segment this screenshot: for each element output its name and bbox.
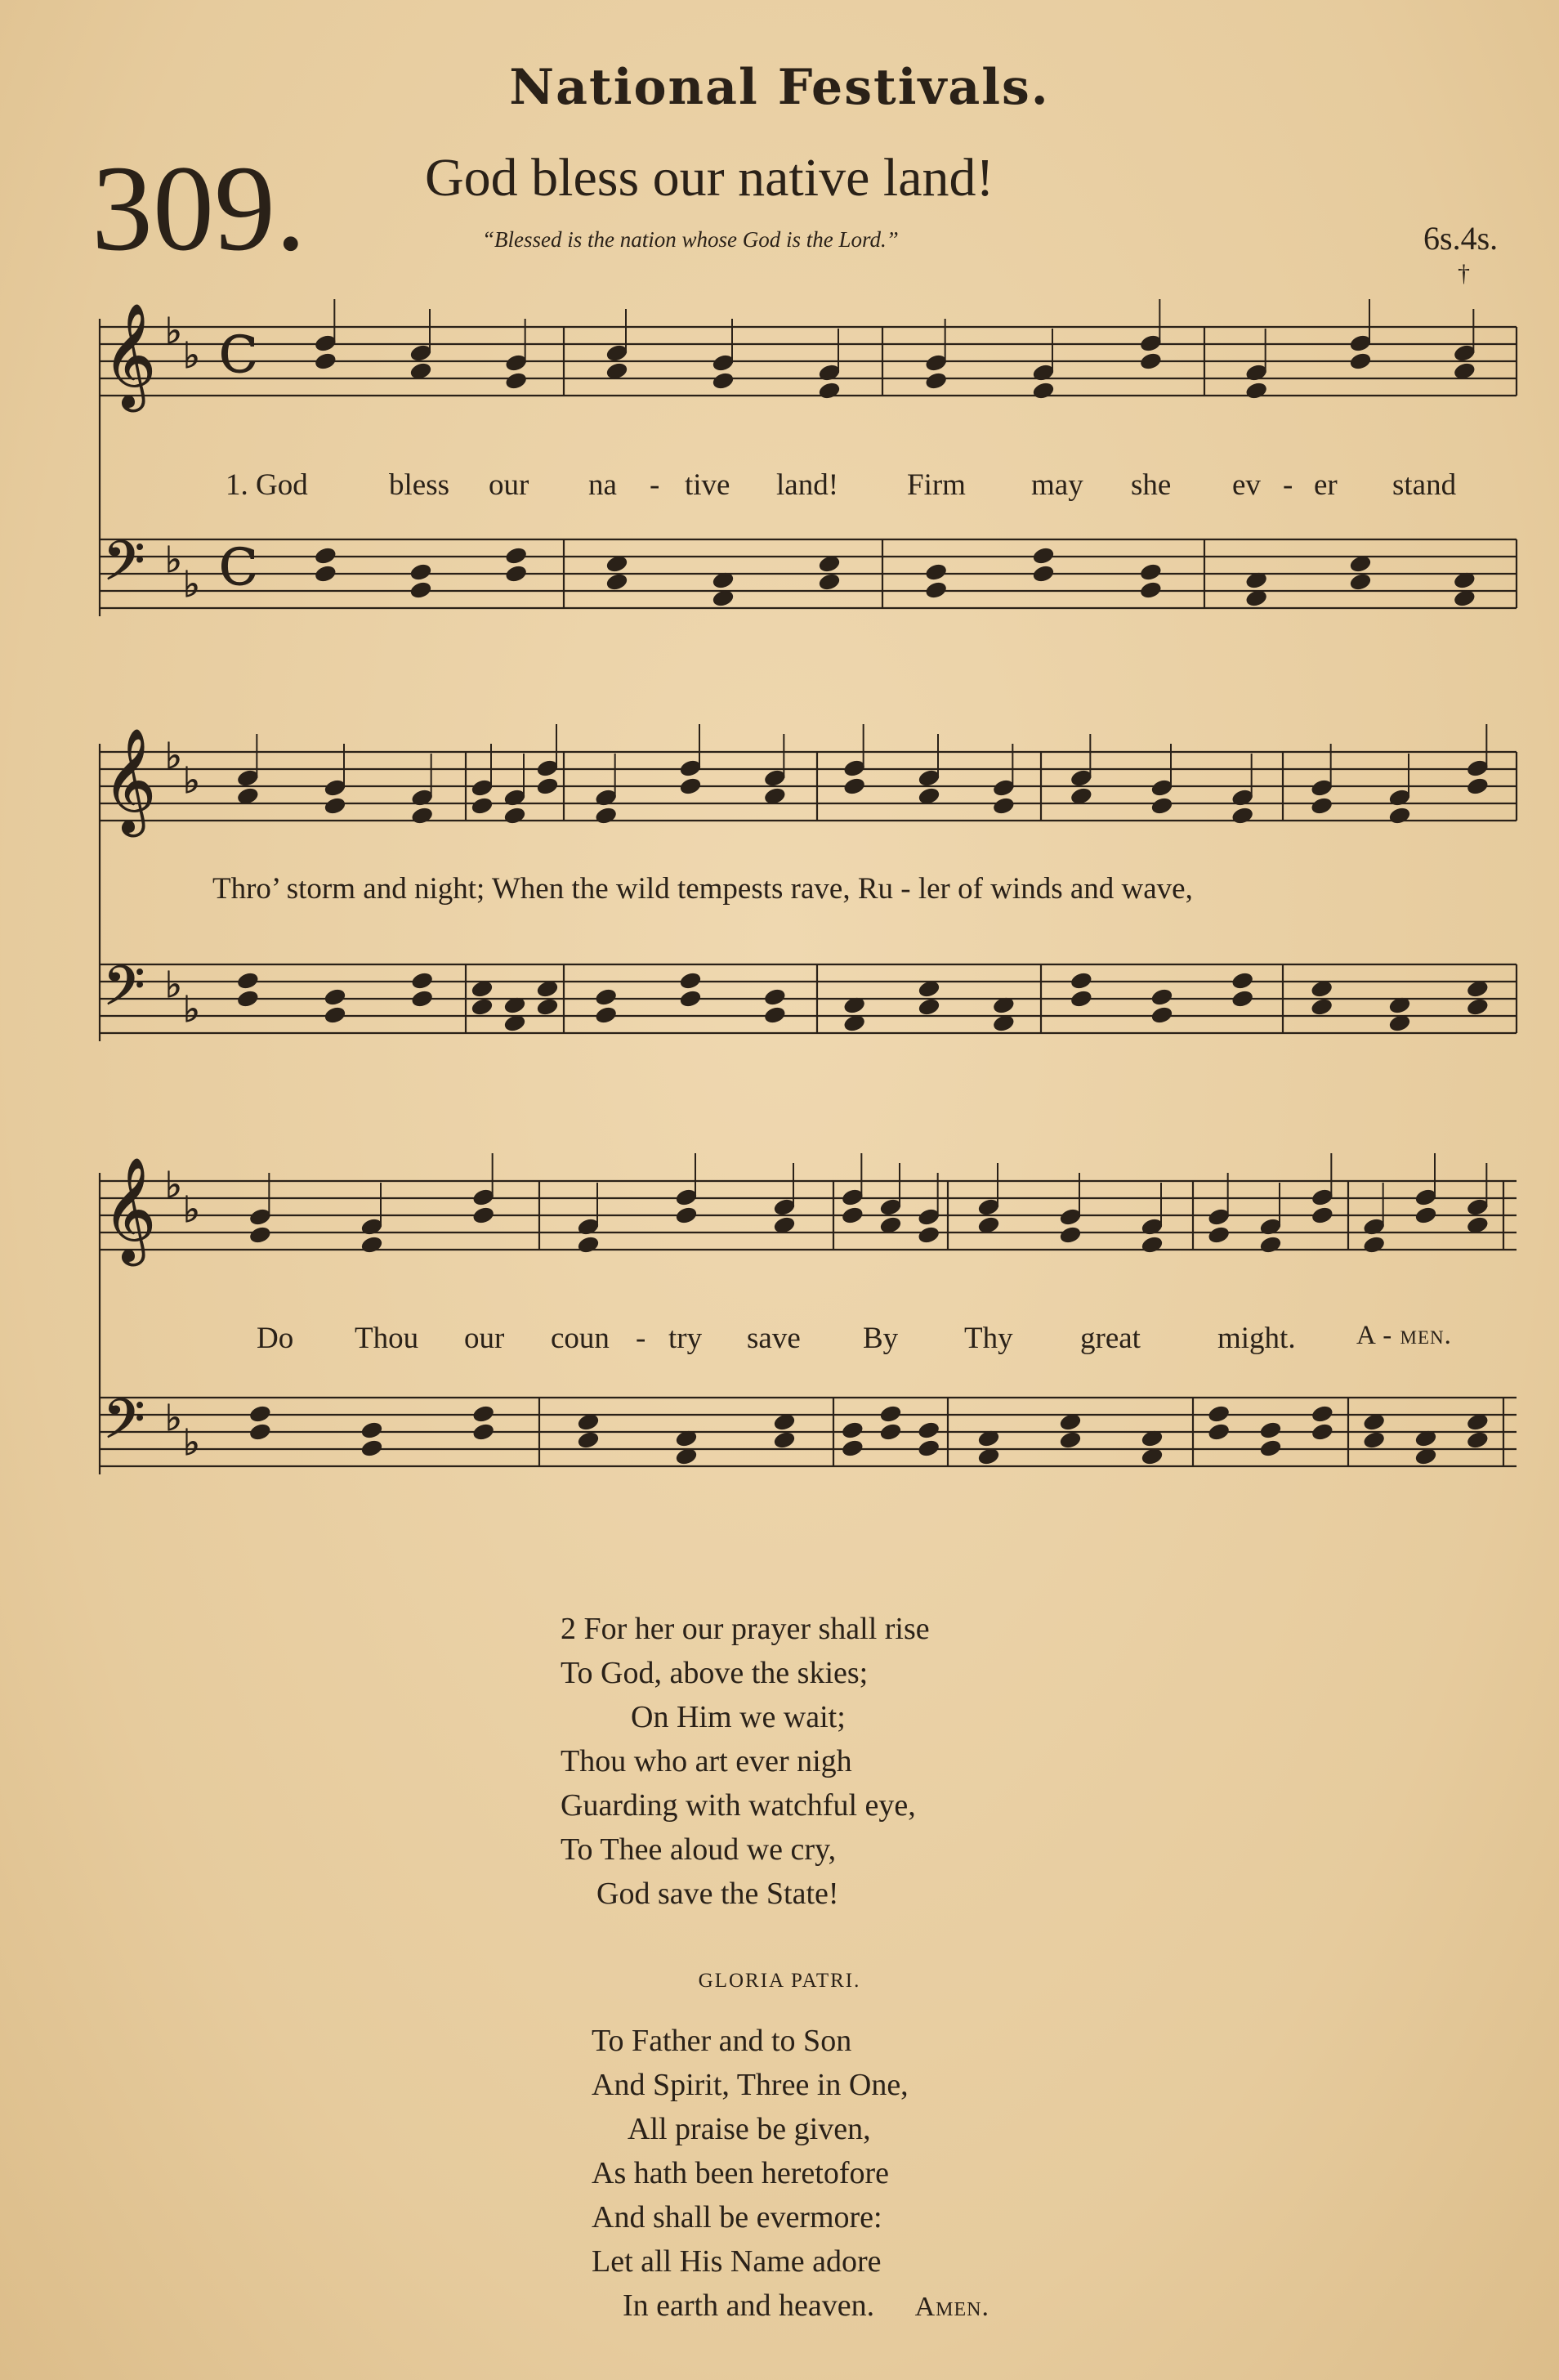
flat-icon: ♭ — [165, 1398, 182, 1439]
lyric-syllable: she — [1131, 468, 1172, 502]
note-head — [1032, 363, 1055, 382]
verse-line: To God, above the skies; — [561, 1656, 869, 1690]
verse-line: On Him we wait; — [631, 1700, 846, 1734]
note-head — [1231, 788, 1254, 807]
note-head — [595, 987, 618, 1006]
note-head — [1139, 351, 1162, 370]
note-head — [977, 1197, 1000, 1216]
note-head — [236, 768, 259, 787]
note-head — [1349, 572, 1372, 591]
gloria-line: To Father and to Son — [592, 2024, 852, 2058]
note-head — [248, 1404, 271, 1423]
note-head — [411, 989, 434, 1008]
hymn-number: 309. — [92, 141, 306, 276]
note-head — [536, 758, 559, 777]
note-head — [595, 1005, 618, 1024]
lyric-syllable: great — [1080, 1322, 1141, 1355]
flat-icon: ♭ — [183, 564, 200, 606]
note-head — [1059, 1207, 1082, 1226]
lyric-syllable: By — [863, 1322, 899, 1355]
bass-clef-icon: 𝄢 — [103, 955, 145, 1031]
flat-icon: ♭ — [183, 1189, 200, 1231]
note-head — [1311, 1422, 1333, 1441]
note-head — [409, 343, 432, 362]
bass-clef-icon: 𝄢 — [103, 530, 145, 606]
note-head — [1231, 806, 1254, 825]
flat-icon: ♭ — [183, 760, 200, 802]
note-head — [409, 562, 432, 581]
gloria-line: And Spirit, Three in One, — [592, 2068, 909, 2102]
note-head — [773, 1197, 796, 1216]
note-head — [841, 1438, 864, 1457]
note-head — [841, 1188, 864, 1206]
note-head — [1070, 971, 1092, 990]
gloria-line: As hath been heretofore — [592, 2156, 890, 2190]
lyric-syllable: Firm — [907, 468, 966, 502]
note-head — [472, 1188, 495, 1206]
note-head — [1208, 1404, 1231, 1423]
note-head — [314, 333, 337, 352]
treble-clef-icon: 𝄞 — [103, 727, 157, 832]
gloria-last-line: In earth and heaven. — [623, 2288, 875, 2323]
note-head — [472, 1404, 495, 1423]
note-head — [472, 1206, 495, 1224]
note-head — [843, 776, 866, 795]
note-head — [675, 1188, 698, 1206]
lyric-syllable: coun — [551, 1322, 610, 1355]
note-head — [577, 1217, 600, 1236]
note-head — [1208, 1207, 1231, 1226]
gloria-line: All praise be given, — [628, 2112, 871, 2146]
flat-icon: ♭ — [165, 311, 182, 352]
note-head — [1466, 776, 1489, 795]
lyric-syllable: save — [747, 1322, 801, 1355]
note-head — [1059, 1430, 1082, 1449]
note-head — [763, 1005, 786, 1024]
note-head — [1139, 333, 1162, 352]
meter-dagger: † — [1458, 260, 1470, 287]
note-head — [1259, 1438, 1282, 1457]
note-head — [360, 1217, 383, 1236]
note-head — [818, 381, 841, 400]
lyric-syllable: er — [1314, 468, 1338, 502]
note-head — [1150, 778, 1173, 797]
note-head — [248, 1225, 271, 1244]
note-head — [536, 776, 559, 795]
note-head — [841, 1206, 864, 1224]
note-head — [1363, 1217, 1386, 1236]
note-head — [314, 351, 337, 370]
flat-icon: ♭ — [183, 335, 200, 377]
note-head — [360, 1235, 383, 1254]
verse-line: Guarding with watchful eye, — [561, 1788, 916, 1823]
note-head — [818, 363, 841, 382]
note-head — [409, 580, 432, 599]
note-head — [918, 1207, 940, 1226]
hymn-title: God bless our native land! — [425, 148, 994, 208]
flat-icon: ♭ — [183, 1422, 200, 1464]
lyric-syllable: - — [650, 468, 660, 502]
note-head — [1070, 989, 1092, 1008]
note-head — [918, 997, 940, 1016]
note-head — [992, 778, 1015, 797]
note-head — [1032, 546, 1055, 565]
note-head — [1032, 564, 1055, 583]
lyric-syllable: our — [489, 468, 529, 502]
note-head — [818, 572, 841, 591]
note-head — [1245, 381, 1268, 400]
note-head — [679, 758, 702, 777]
note-head — [472, 1422, 495, 1441]
note-head — [675, 1206, 698, 1224]
flat-icon: ♭ — [165, 539, 182, 581]
note-head — [1141, 1217, 1164, 1236]
note-head — [918, 768, 940, 787]
flat-icon: ♭ — [183, 989, 200, 1031]
lyric-syllable: may — [1031, 468, 1083, 502]
verse-line: 2 For her our prayer shall rise — [561, 1612, 930, 1646]
flat-icon: ♭ — [165, 736, 182, 777]
note-head — [1231, 989, 1254, 1008]
note-head — [411, 806, 434, 825]
gloria-line — [592, 2284, 989, 2329]
note-head — [471, 796, 494, 815]
note-head — [763, 768, 786, 787]
note-head — [1208, 1225, 1231, 1244]
note-head — [679, 971, 702, 990]
note-head — [605, 343, 628, 362]
lyric-syllable: tive — [685, 468, 730, 502]
note-head — [1363, 1430, 1386, 1449]
note-head — [503, 806, 526, 825]
verse-line: To Thee aloud we cry, — [561, 1832, 837, 1867]
note-head — [471, 778, 494, 797]
note-head — [1363, 1235, 1386, 1254]
note-head — [248, 1207, 271, 1226]
note-head — [1388, 806, 1411, 825]
note-head — [1466, 758, 1489, 777]
note-head — [1139, 580, 1162, 599]
note-head — [1311, 997, 1333, 1016]
note-head — [1453, 343, 1476, 362]
lyric-syllable: our — [464, 1322, 505, 1355]
note-head — [773, 1430, 796, 1449]
note-head — [605, 572, 628, 591]
note-head — [324, 1005, 346, 1024]
note-head — [505, 564, 528, 583]
lyric-syllable: stand — [1392, 468, 1457, 502]
lyric-syllable: Thou — [355, 1322, 419, 1355]
note-head — [879, 1404, 902, 1423]
note-head — [1141, 1235, 1164, 1254]
note-head — [324, 796, 346, 815]
note-head — [918, 1438, 940, 1457]
note-head — [471, 997, 494, 1016]
bass-clef-icon: 𝄢 — [103, 1388, 145, 1464]
note-head — [1259, 1420, 1282, 1439]
note-head — [918, 1420, 940, 1439]
note-head — [595, 788, 618, 807]
note-head — [1349, 333, 1372, 352]
note-head — [360, 1420, 383, 1439]
note-head — [324, 987, 346, 1006]
note-head — [918, 1225, 940, 1244]
lyric-syllable: land! — [776, 468, 839, 502]
verse-2 — [561, 1607, 930, 1916]
lyric-syllable: - — [1283, 468, 1293, 502]
gloria-heading: GLORIA PATRI. — [698, 1970, 861, 1992]
note-head — [1208, 1422, 1231, 1441]
note-head — [1311, 1188, 1333, 1206]
note-head — [1466, 1430, 1489, 1449]
gloria-line: And shall be evermore: — [592, 2200, 882, 2235]
note-head — [1070, 768, 1092, 787]
note-head — [1150, 987, 1173, 1006]
note-head — [1414, 1206, 1437, 1224]
time-signature: C — [219, 537, 258, 597]
note-head — [992, 796, 1015, 815]
note-head — [411, 788, 434, 807]
note-head — [843, 758, 866, 777]
note-head — [505, 371, 528, 390]
lyric-syllable: 1. God — [226, 468, 308, 502]
note-head — [1388, 788, 1411, 807]
note-head — [1059, 1225, 1082, 1244]
lyric-syllable: bless — [389, 468, 449, 502]
note-head — [1032, 381, 1055, 400]
note-head — [679, 989, 702, 1008]
note-head — [324, 778, 346, 797]
note-head — [879, 1422, 902, 1441]
meter: 6s.4s. — [1423, 220, 1499, 257]
note-head — [1245, 363, 1268, 382]
note-head — [411, 971, 434, 990]
gloria-amen: Amen. — [914, 2292, 989, 2322]
note-head — [1311, 778, 1333, 797]
lyric-syllable: ev — [1232, 468, 1261, 502]
note-head — [505, 546, 528, 565]
note-head — [712, 353, 735, 372]
note-head — [1150, 796, 1173, 815]
lyric-syllable: might. — [1217, 1322, 1296, 1355]
note-head — [925, 580, 948, 599]
note-head — [1139, 562, 1162, 581]
note-head — [236, 971, 259, 990]
gloria-text — [592, 2019, 989, 2329]
treble-clef-icon: 𝄞 — [103, 1156, 157, 1261]
note-head — [1311, 1404, 1333, 1423]
note-head — [1414, 1188, 1437, 1206]
verse-line: God save the State! — [596, 1877, 839, 1911]
note-head — [248, 1422, 271, 1441]
note-head — [1311, 1206, 1333, 1224]
lyric-syllable: - — [636, 1322, 646, 1355]
note-head — [1466, 1197, 1489, 1216]
lyric-syllable: Do — [257, 1322, 294, 1355]
note-head — [536, 997, 559, 1016]
flat-icon: ♭ — [165, 964, 182, 1006]
note-head — [577, 1235, 600, 1254]
time-signature: C — [219, 324, 258, 384]
section-header: National Festivals. — [509, 59, 1050, 116]
note-head — [360, 1438, 383, 1457]
lyric-syllable: try — [668, 1322, 703, 1355]
flat-icon: ♭ — [165, 1165, 182, 1206]
treble-clef-icon: 𝄞 — [103, 302, 157, 407]
note-head — [314, 546, 337, 565]
note-head — [503, 788, 526, 807]
lyric-syllable: A - men. — [1356, 1321, 1452, 1350]
note-head — [1349, 351, 1372, 370]
note-head — [679, 776, 702, 795]
lyrics-line-2: Thro’ storm and night; When the wild tempests rave, Ru - ler of winds and wave, — [212, 872, 1193, 906]
lyric-syllable: Thy — [964, 1322, 1013, 1355]
verse-line: Thou who art ever nigh — [561, 1744, 852, 1778]
note-head — [577, 1430, 600, 1449]
note-head — [236, 989, 259, 1008]
note-head — [712, 371, 735, 390]
note-head — [1259, 1217, 1282, 1236]
note-head — [505, 353, 528, 372]
gloria-line: Let all His Name adore — [592, 2244, 882, 2279]
note-head — [314, 564, 337, 583]
note-head — [763, 987, 786, 1006]
note-head — [1311, 796, 1333, 815]
note-head — [841, 1420, 864, 1439]
note-head — [925, 371, 948, 390]
note-head — [1231, 971, 1254, 990]
note-head — [1150, 1005, 1173, 1024]
note-head — [879, 1197, 902, 1216]
lyric-syllable: na — [588, 468, 617, 502]
note-head — [925, 353, 948, 372]
note-head — [1259, 1235, 1282, 1254]
note-head — [595, 806, 618, 825]
note-head — [925, 562, 948, 581]
note-head — [1466, 997, 1489, 1016]
epigraph: “Blessed is the nation whose God is the Lord.” — [482, 227, 899, 252]
